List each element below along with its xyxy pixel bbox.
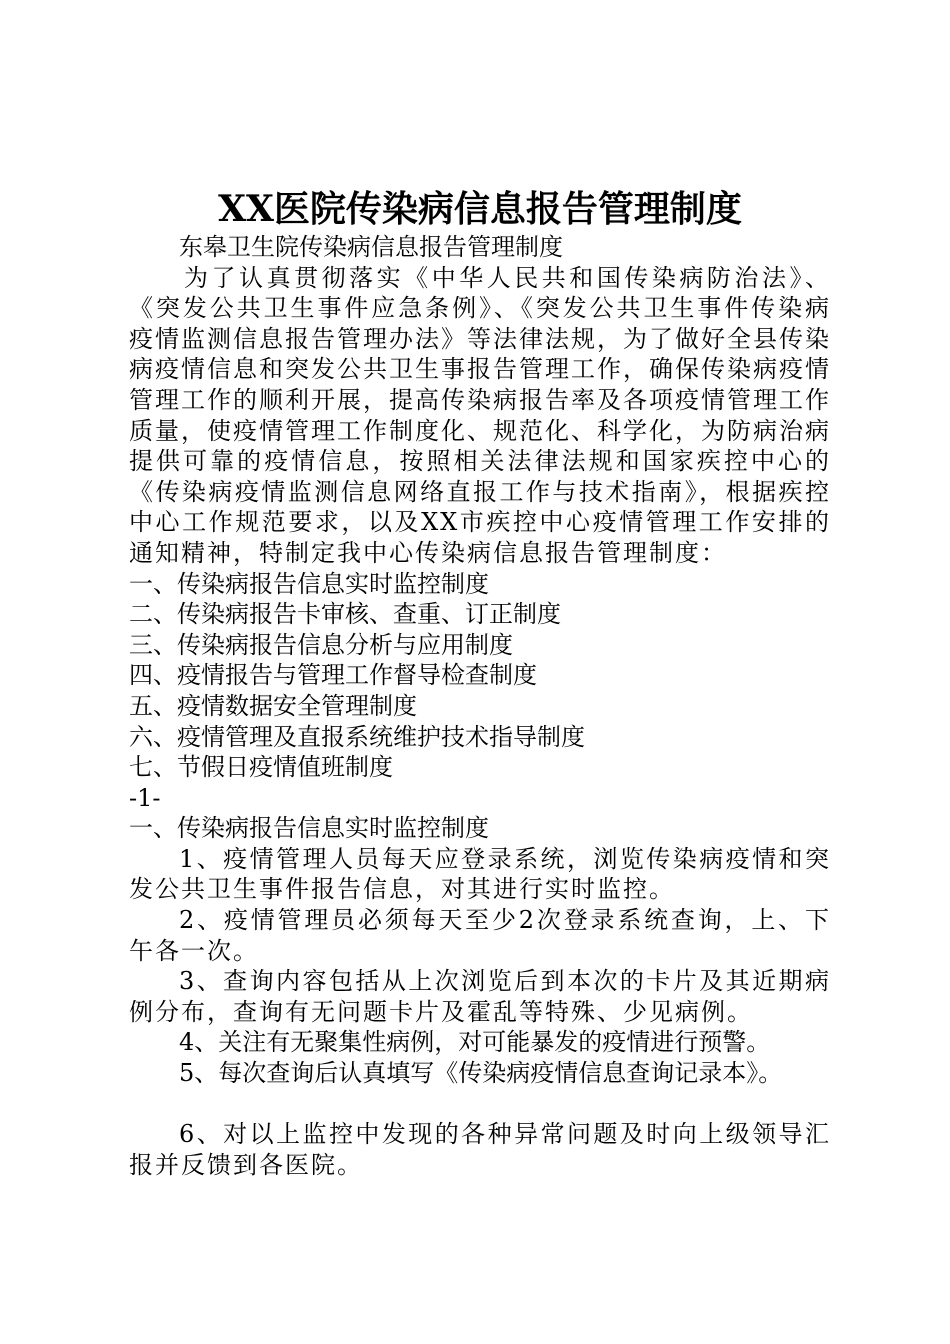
list-item: 2、疫情管理员必须每天至少2次登录系统查询，上、下午各一次。 <box>129 906 831 965</box>
list-item: 5、每次查询后认真填写《传染病疫情信息查询记录本》。 <box>179 1059 783 1088</box>
toc-item: 一、传染病报告信息实时监控制度 <box>129 569 489 598</box>
section-heading: 一、传染病报告信息实时监控制度 <box>129 814 489 843</box>
list-item: 6、对以上监控中发现的各种异常问题及时向上级领导汇报并反馈到各医院。 <box>129 1120 831 1179</box>
document-subtitle: 东皋卫生院传染病信息报告管理制度 <box>179 233 563 261</box>
toc-item: 二、传染病报告卡审核、查重、订正制度 <box>129 600 561 629</box>
list-item: 3、查询内容包括从上次浏览后到本次的卡片及其近期病例分布，查询有无问题卡片及霍乱等特殊、少见病例。 <box>129 967 831 1026</box>
list-item: 4、关注有无聚集性病例，对可能暴发的疫情进行预警。 <box>179 1028 771 1057</box>
list-item: 1、疫情管理人员每天应登录系统，浏览传染病疫情和突发公共卫生事件报告信息，对其进行实时监控。 <box>129 844 831 904</box>
toc-item: 五、疫情数据安全管理制度 <box>129 691 417 720</box>
toc-item: 四、疫情报告与管理工作督导检查制度 <box>129 661 537 690</box>
toc-item: 六、疫情管理及直报系统维护技术指导制度 <box>129 722 585 751</box>
toc-item: 三、传染病报告信息分析与应用制度 <box>129 630 513 659</box>
document-body <box>129 232 831 1180</box>
document-title: XX医院传染病信息报告管理制度 <box>218 188 742 230</box>
toc-item: 七、节假日疫情值班制度 <box>129 753 393 782</box>
page-marker: -1- <box>129 783 161 812</box>
intro-paragraph: 为了认真贯彻落实《中华人民共和国传染病防治法》、《突发公共卫生事件应急条例》、《突发公共卫生事件传染病疫情监测信息报告管理办法》等法律法规，为了做好全县传染病疫情信息和突发公共卫生事报告管理工作，确保传染病疫情管理工作的顺利开展，提高传染病报告率及各项疫情管理工作质量，使疫情管理工作制度化、规范化、科学化，为防病治病提供可靠的疫情信息，按照相关法律法规和国家疾控中心的《传染病疫情监测信息网络直报工作与技术指南》，根据疾控中心工作规范要求，以及XX市疾控中心疫情管理工作安排的通知精神，特制定我中心传染病信息报告管理制度： <box>129 263 831 567</box>
blank-line <box>129 1089 831 1120</box>
